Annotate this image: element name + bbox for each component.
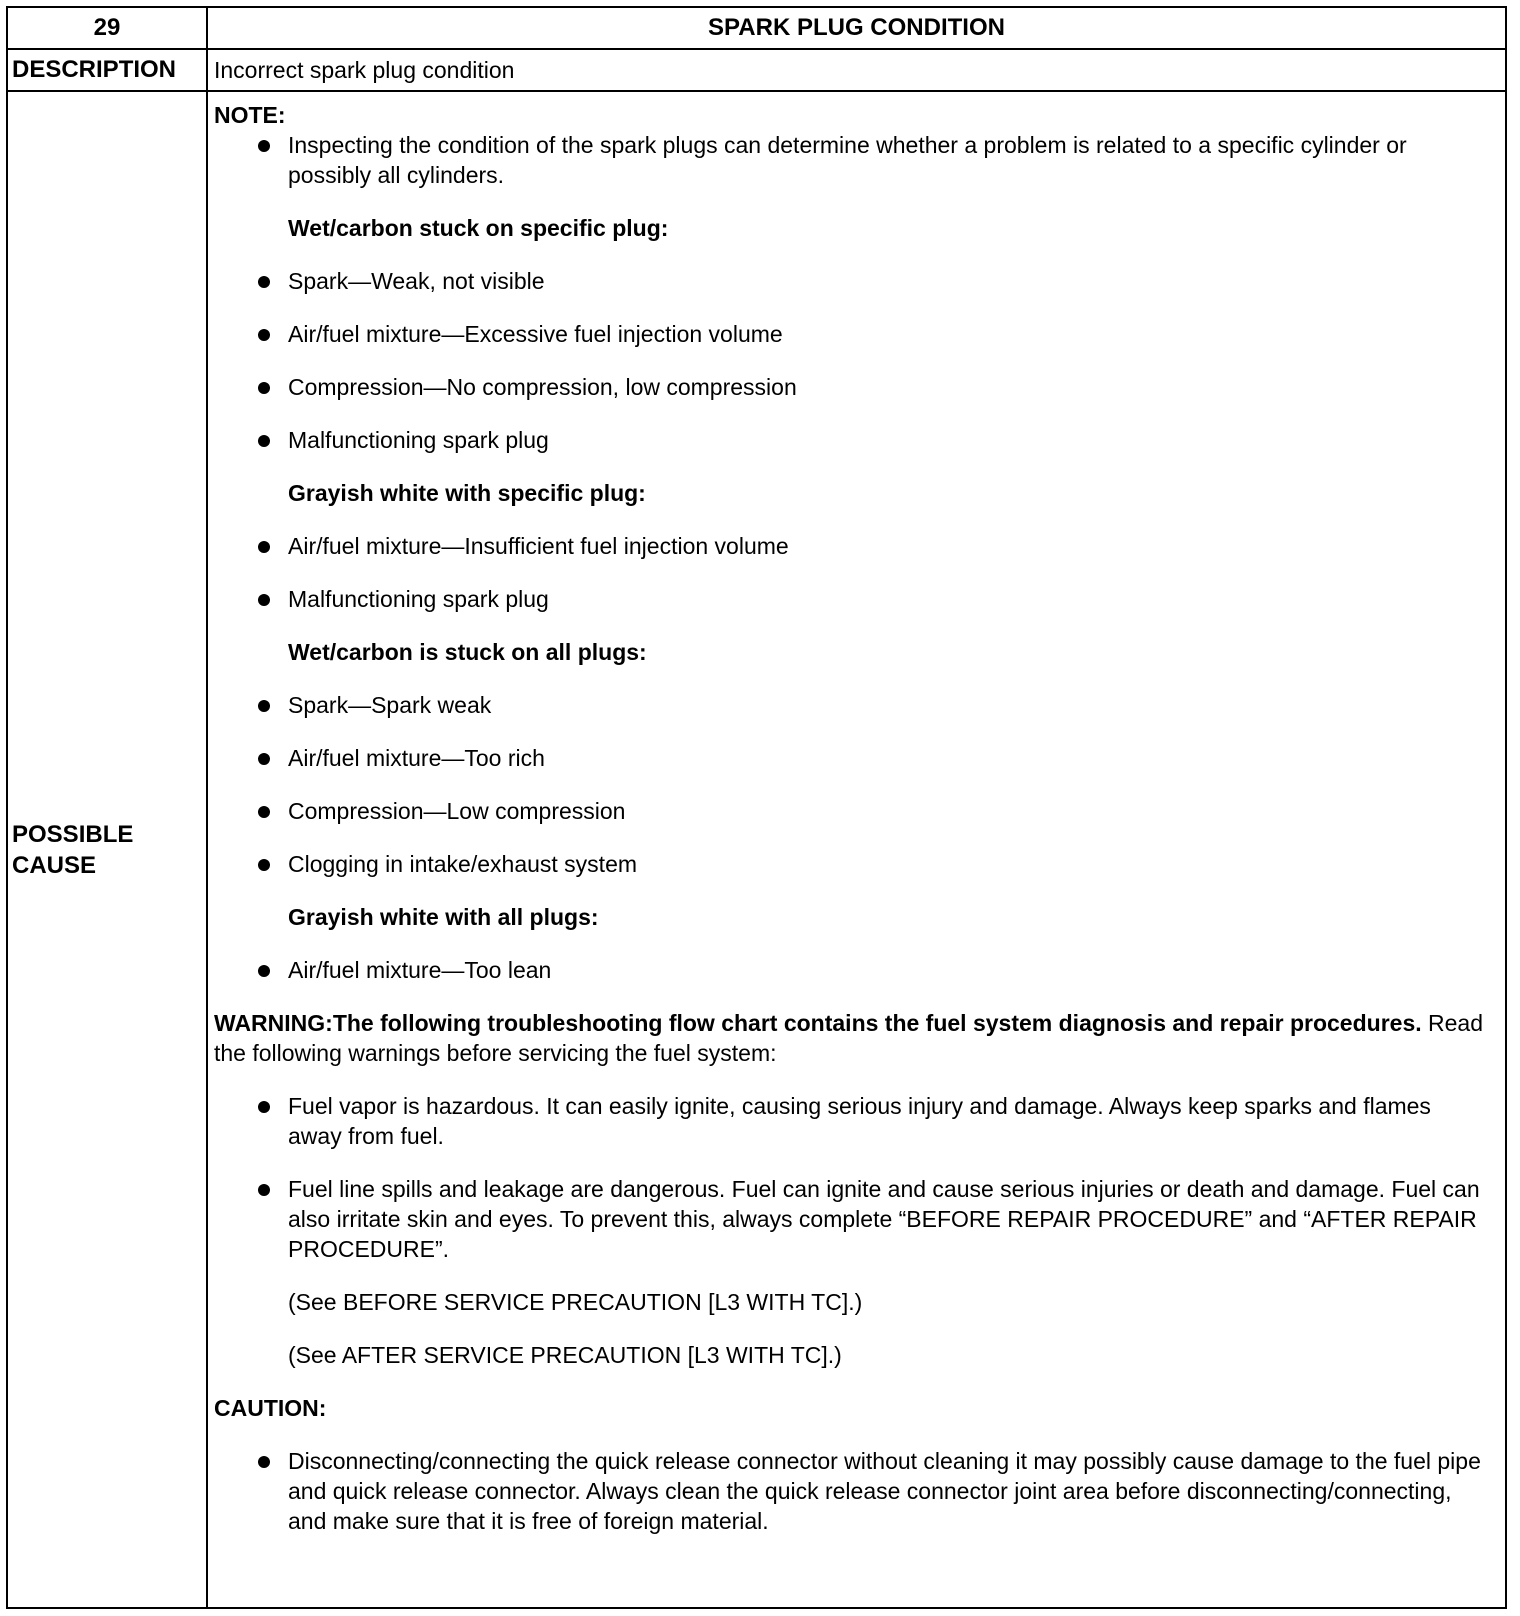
note-heading: NOTE:: [214, 102, 286, 128]
group2-list: [214, 531, 1485, 614]
caution-heading: CAUTION:: [214, 1395, 327, 1421]
list-item: Air/fuel mixture—Too rich: [214, 743, 1485, 773]
possible-cause-label: [7, 91, 207, 1608]
list-item: Malfunctioning spark plug: [214, 425, 1485, 455]
description-value: Incorrect spark plug condition: [207, 49, 1506, 91]
list-item: Fuel line spills and leakage are dangerous. Fuel can ignite and cause serious injuries or death and damage. Fuel can also irritate skin and eyes. To prevent this, always complete “BEFORE REPAIR PROCEDURE” and “AFTER REPAIR PROCEDURE”.: [214, 1174, 1485, 1264]
description-label: DESCRIPTION: [7, 49, 207, 91]
list-item: Disconnecting/connecting the quick release connector without cleaning it may possibly cause damage to the fuel pipe and quick release connector. Always clean the quick release connector joint area before disconnecting/connecting, and make sure that it is free of foreign material.: [214, 1446, 1485, 1536]
warning-paragraph: [214, 1008, 1485, 1068]
list-item: Compression—No compression, low compression: [214, 372, 1485, 402]
list-item: Air/fuel mixture—Insufficient fuel injection volume: [214, 531, 1485, 561]
group1-heading: Wet/carbon stuck on specific plug:: [288, 215, 669, 241]
list-item: Fuel vapor is hazardous. It can easily ignite, causing serious injury and damage. Always keep sparks and flames away from fuel.: [214, 1091, 1485, 1151]
group1-list: [214, 266, 1485, 455]
spark-plug-condition-table: [6, 6, 1507, 1609]
item-number: 29: [7, 7, 207, 49]
list-item: Compression—Low compression: [214, 796, 1485, 826]
section-title: SPARK PLUG CONDITION: [207, 7, 1506, 49]
note-intro: Inspecting the condition of the spark plugs can determine whether a problem is related to a specific cylinder or possibly all cylinders.: [214, 130, 1485, 190]
list-item: Air/fuel mixture—Excessive fuel injection volume: [214, 319, 1485, 349]
possible-cause-content: [207, 91, 1506, 1608]
possible-cause-label-line2: CAUSE: [12, 851, 97, 879]
list-item: Spark—Weak, not visible: [214, 266, 1485, 296]
possible-cause-row: [7, 91, 1506, 1608]
group3-heading: Wet/carbon is stuck on all plugs:: [288, 639, 647, 665]
warning-list: [214, 1091, 1485, 1264]
warning-rest: Read the following warnings before servicing the fuel system:: [214, 1010, 1483, 1066]
header-row: [7, 7, 1506, 49]
see-after-reference: (See AFTER SERVICE PRECAUTION [L3 WITH TC].): [288, 1342, 842, 1368]
warning-bold: WARNING:The following troubleshooting flow chart contains the fuel system diagnosis and repair procedures.: [214, 1010, 1422, 1036]
possible-cause-label-line1: POSSIBLE: [12, 820, 134, 848]
group3-list: [214, 690, 1485, 879]
list-item: Air/fuel mixture—Too lean: [214, 955, 1485, 985]
group4-heading: Grayish white with all plugs:: [288, 904, 599, 930]
list-item: Malfunctioning spark plug: [214, 584, 1485, 614]
group4-list: [214, 955, 1485, 985]
group2-heading: Grayish white with specific plug:: [288, 480, 646, 506]
see-before-reference: (See BEFORE SERVICE PRECAUTION [L3 WITH TC].): [288, 1289, 863, 1315]
caution-list: [214, 1446, 1485, 1536]
list-item: Spark—Spark weak: [214, 690, 1485, 720]
list-item: Clogging in intake/exhaust system: [214, 849, 1485, 879]
description-row: [7, 49, 1506, 91]
note-list: [214, 130, 1485, 190]
